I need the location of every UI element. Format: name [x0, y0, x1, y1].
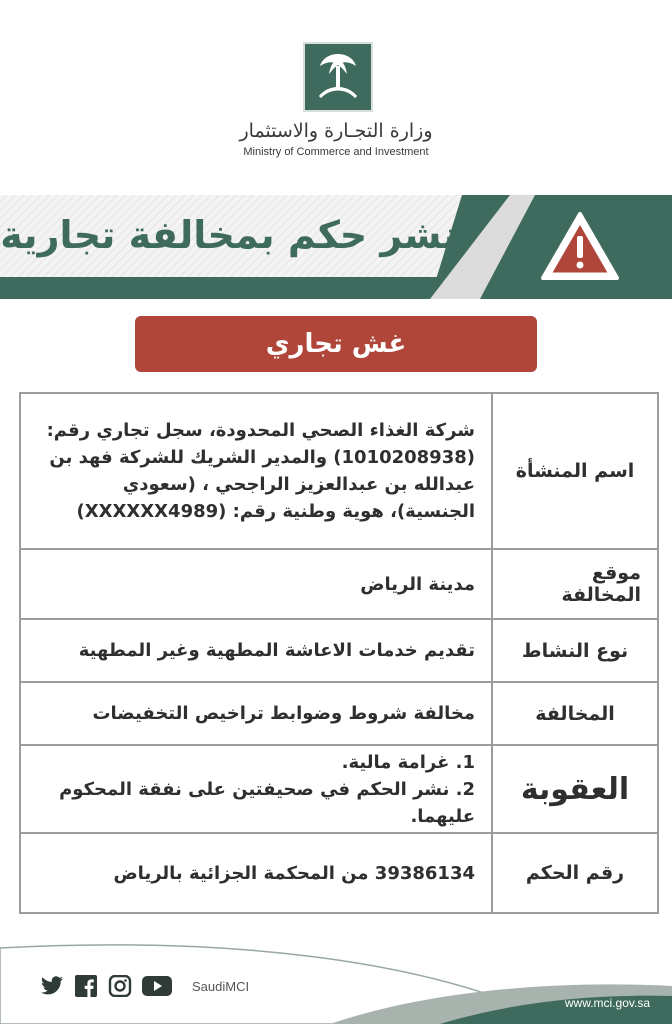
verdict-label: رقم الحكم: [491, 832, 659, 914]
instagram-icon[interactable]: [108, 975, 132, 997]
table-row-violation: [18, 682, 658, 745]
penalty-item: 2. نشر الحكم في صحيفتين على نفقة المحكوم عليهما.: [59, 778, 475, 827]
establishment-value: شركة الغذاء الصحي المحدودة، سجل تجاري رقم: (1010208938) والمدير الشريك للشركة فهد بن عبدالله بن عبدالعزيز الراجحي ، (سعودي الجنسية)، هوية وطنية رقم: (XXXXXX4989): [19, 392, 493, 550]
table-row-activity: [18, 619, 658, 682]
ministry-name-arabic: وزارة التجـارة والاستثمار: [239, 120, 433, 142]
social-links: [40, 975, 249, 997]
penalty-value: [19, 744, 493, 834]
youtube-icon[interactable]: [142, 975, 172, 997]
violation-value: مخالفة شروط وضوابط تراخيص التخفيضات: [19, 681, 493, 746]
table-row-establishment: [18, 393, 658, 549]
twitter-icon[interactable]: [40, 975, 64, 997]
violation-label: المخالفة: [491, 681, 659, 746]
facebook-icon[interactable]: [74, 975, 98, 997]
table-row-location: [18, 549, 658, 619]
website-link[interactable]: www.mci.gov.sa: [564, 996, 650, 1010]
activity-value: تقديم خدمات الاعاشة المطهية وغير المطهية: [19, 618, 493, 683]
location-label: موقع المخالفة: [491, 548, 659, 620]
page-title: نشر حكم بمخالفة تجارية: [0, 213, 457, 257]
penalty-item: 1. غرامة مالية.: [341, 751, 475, 773]
penalty-label: العقوبة: [491, 744, 659, 834]
establishment-label: اسم المنشأة: [491, 392, 659, 550]
violation-category-badge: غش تجاري: [135, 316, 537, 372]
warning-icon: [540, 210, 620, 282]
table-row-penalty: [18, 745, 658, 833]
palm-swords-emblem-icon: [305, 44, 371, 110]
table-row-verdict: [18, 833, 658, 913]
penalty-list: [37, 749, 475, 830]
details-table: [18, 393, 658, 913]
social-handle: SaudiMCI: [192, 978, 250, 994]
ministry-name-english: Ministry of Commerce and Investment: [243, 146, 429, 158]
location-value: مدينة الرياض: [19, 548, 493, 620]
verdict-value: 39386134 من المحكمة الجزائية بالرياض: [19, 832, 493, 914]
ministry-logo: [303, 42, 373, 112]
activity-label: نوع النشاط: [491, 618, 659, 683]
